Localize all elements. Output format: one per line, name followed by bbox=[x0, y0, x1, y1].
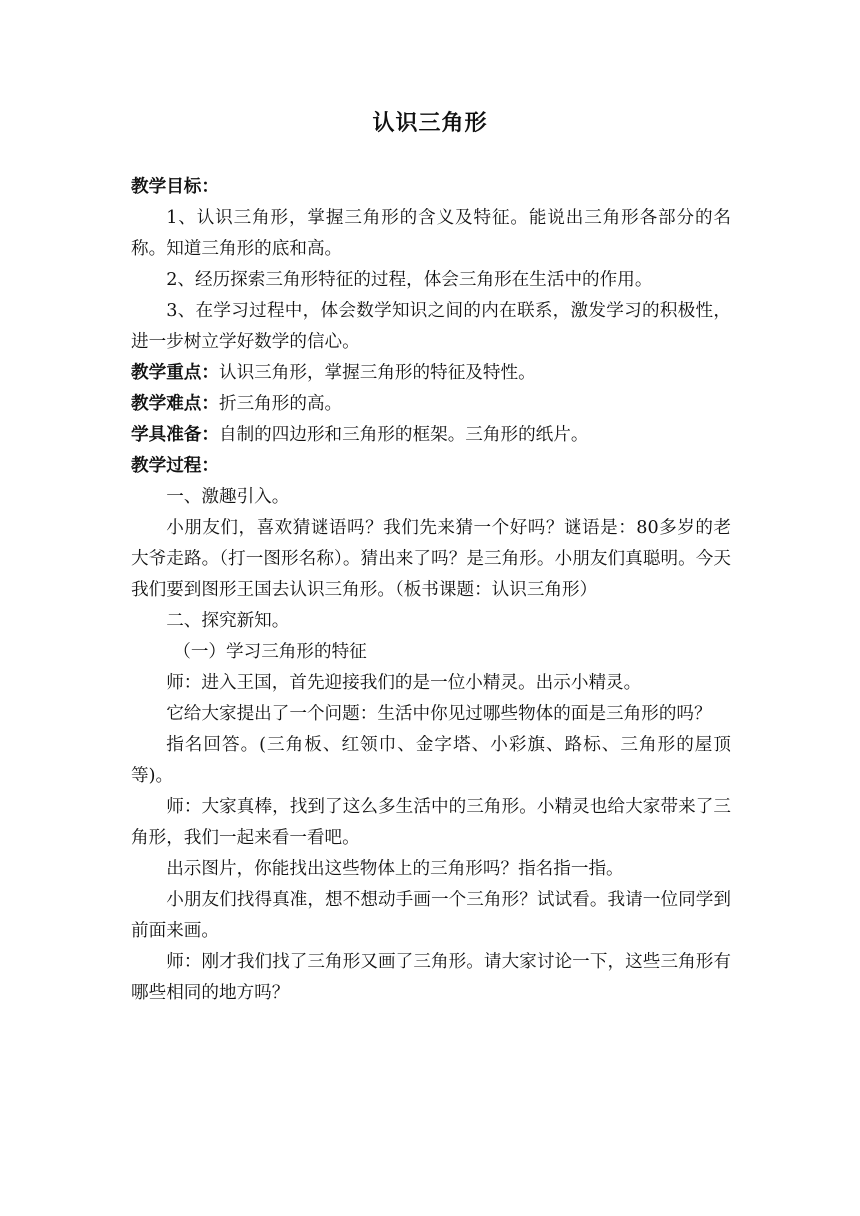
key-point-label: 教学重点： bbox=[131, 363, 219, 383]
materials-label: 学具准备： bbox=[131, 425, 219, 445]
difficulty-text: 折三角形的高。 bbox=[218, 394, 343, 414]
process-paragraph: 指名回答。(三角板、红领巾、金字塔、小彩旗、路标、三角形的屋顶等)。 bbox=[131, 735, 731, 786]
goal-item-3: 3、在学习过程中，体会数学知识之间的内在联系，激发学习的积极性，进一步树立学好数学的信心。 bbox=[131, 301, 731, 352]
process-paragraph: 一、激趣引入。 bbox=[166, 487, 290, 507]
document-body bbox=[131, 172, 731, 1009]
goals-heading-text: 教学目标： bbox=[131, 177, 219, 197]
process-paragraph: 师：大家真棒，找到了这么多生活中的三角形。小精灵也给大家带来了三角形，我们一起来看一看吧。 bbox=[131, 797, 731, 848]
process-paragraph: 师：进入王国，首先迎接我们的是一位小精灵。出示小精灵。 bbox=[166, 673, 642, 693]
key-point-text: 认识三角形，掌握三角形的特征及特性。 bbox=[218, 363, 536, 383]
process-paragraph: （一）学习三角形的特征 bbox=[173, 642, 367, 662]
document-title: 认识三角形 bbox=[372, 111, 488, 136]
process-paragraph: 师：刚才我们找了三角形又画了三角形。请大家讨论一下，这些三角形有哪些相同的地方吗？ bbox=[131, 952, 731, 1003]
goal-item-1: 1、认识三角形，掌握三角形的含义及特征。能说出三角形各部分的名称。知道三角形的底和高。 bbox=[131, 208, 731, 259]
materials bbox=[131, 420, 731, 451]
process-paragraph: 它给大家提出了一个问题：生活中你见过哪些物体的面是三角形的吗？ bbox=[166, 704, 712, 724]
process-paragraph: 二、探究新知。 bbox=[166, 611, 290, 631]
goals-heading bbox=[131, 172, 731, 203]
difficulty-label: 教学难点： bbox=[131, 394, 219, 414]
process-paragraph: 小朋友们找得真准，想不想动手画一个三角形？试试看。我请一位同学到前面来画。 bbox=[131, 890, 731, 941]
process-paragraph: 小朋友们，喜欢猜谜语吗？我们先来猜一个好吗？谜语是：80多岁的老大爷走路。（打一图形名称）。猜出来了吗？是三角形。小朋友们真聪明。今天我们要到图形王国去认识三角形。（板书课题：认识三角形） bbox=[131, 518, 731, 600]
key-point bbox=[131, 358, 731, 389]
difficulty bbox=[131, 389, 731, 420]
process-heading-text: 教学过程： bbox=[131, 456, 219, 476]
process-paragraph: 出示图片，你能找出这些物体上的三角形吗？指名指一指。 bbox=[166, 859, 624, 879]
goal-item-2: 2、经历探索三角形特征的过程，体会三角形在生活中的作用。 bbox=[166, 270, 653, 290]
process-heading bbox=[131, 451, 731, 482]
materials-text: 自制的四边形和三角形的框架。三角形的纸片。 bbox=[218, 425, 589, 445]
